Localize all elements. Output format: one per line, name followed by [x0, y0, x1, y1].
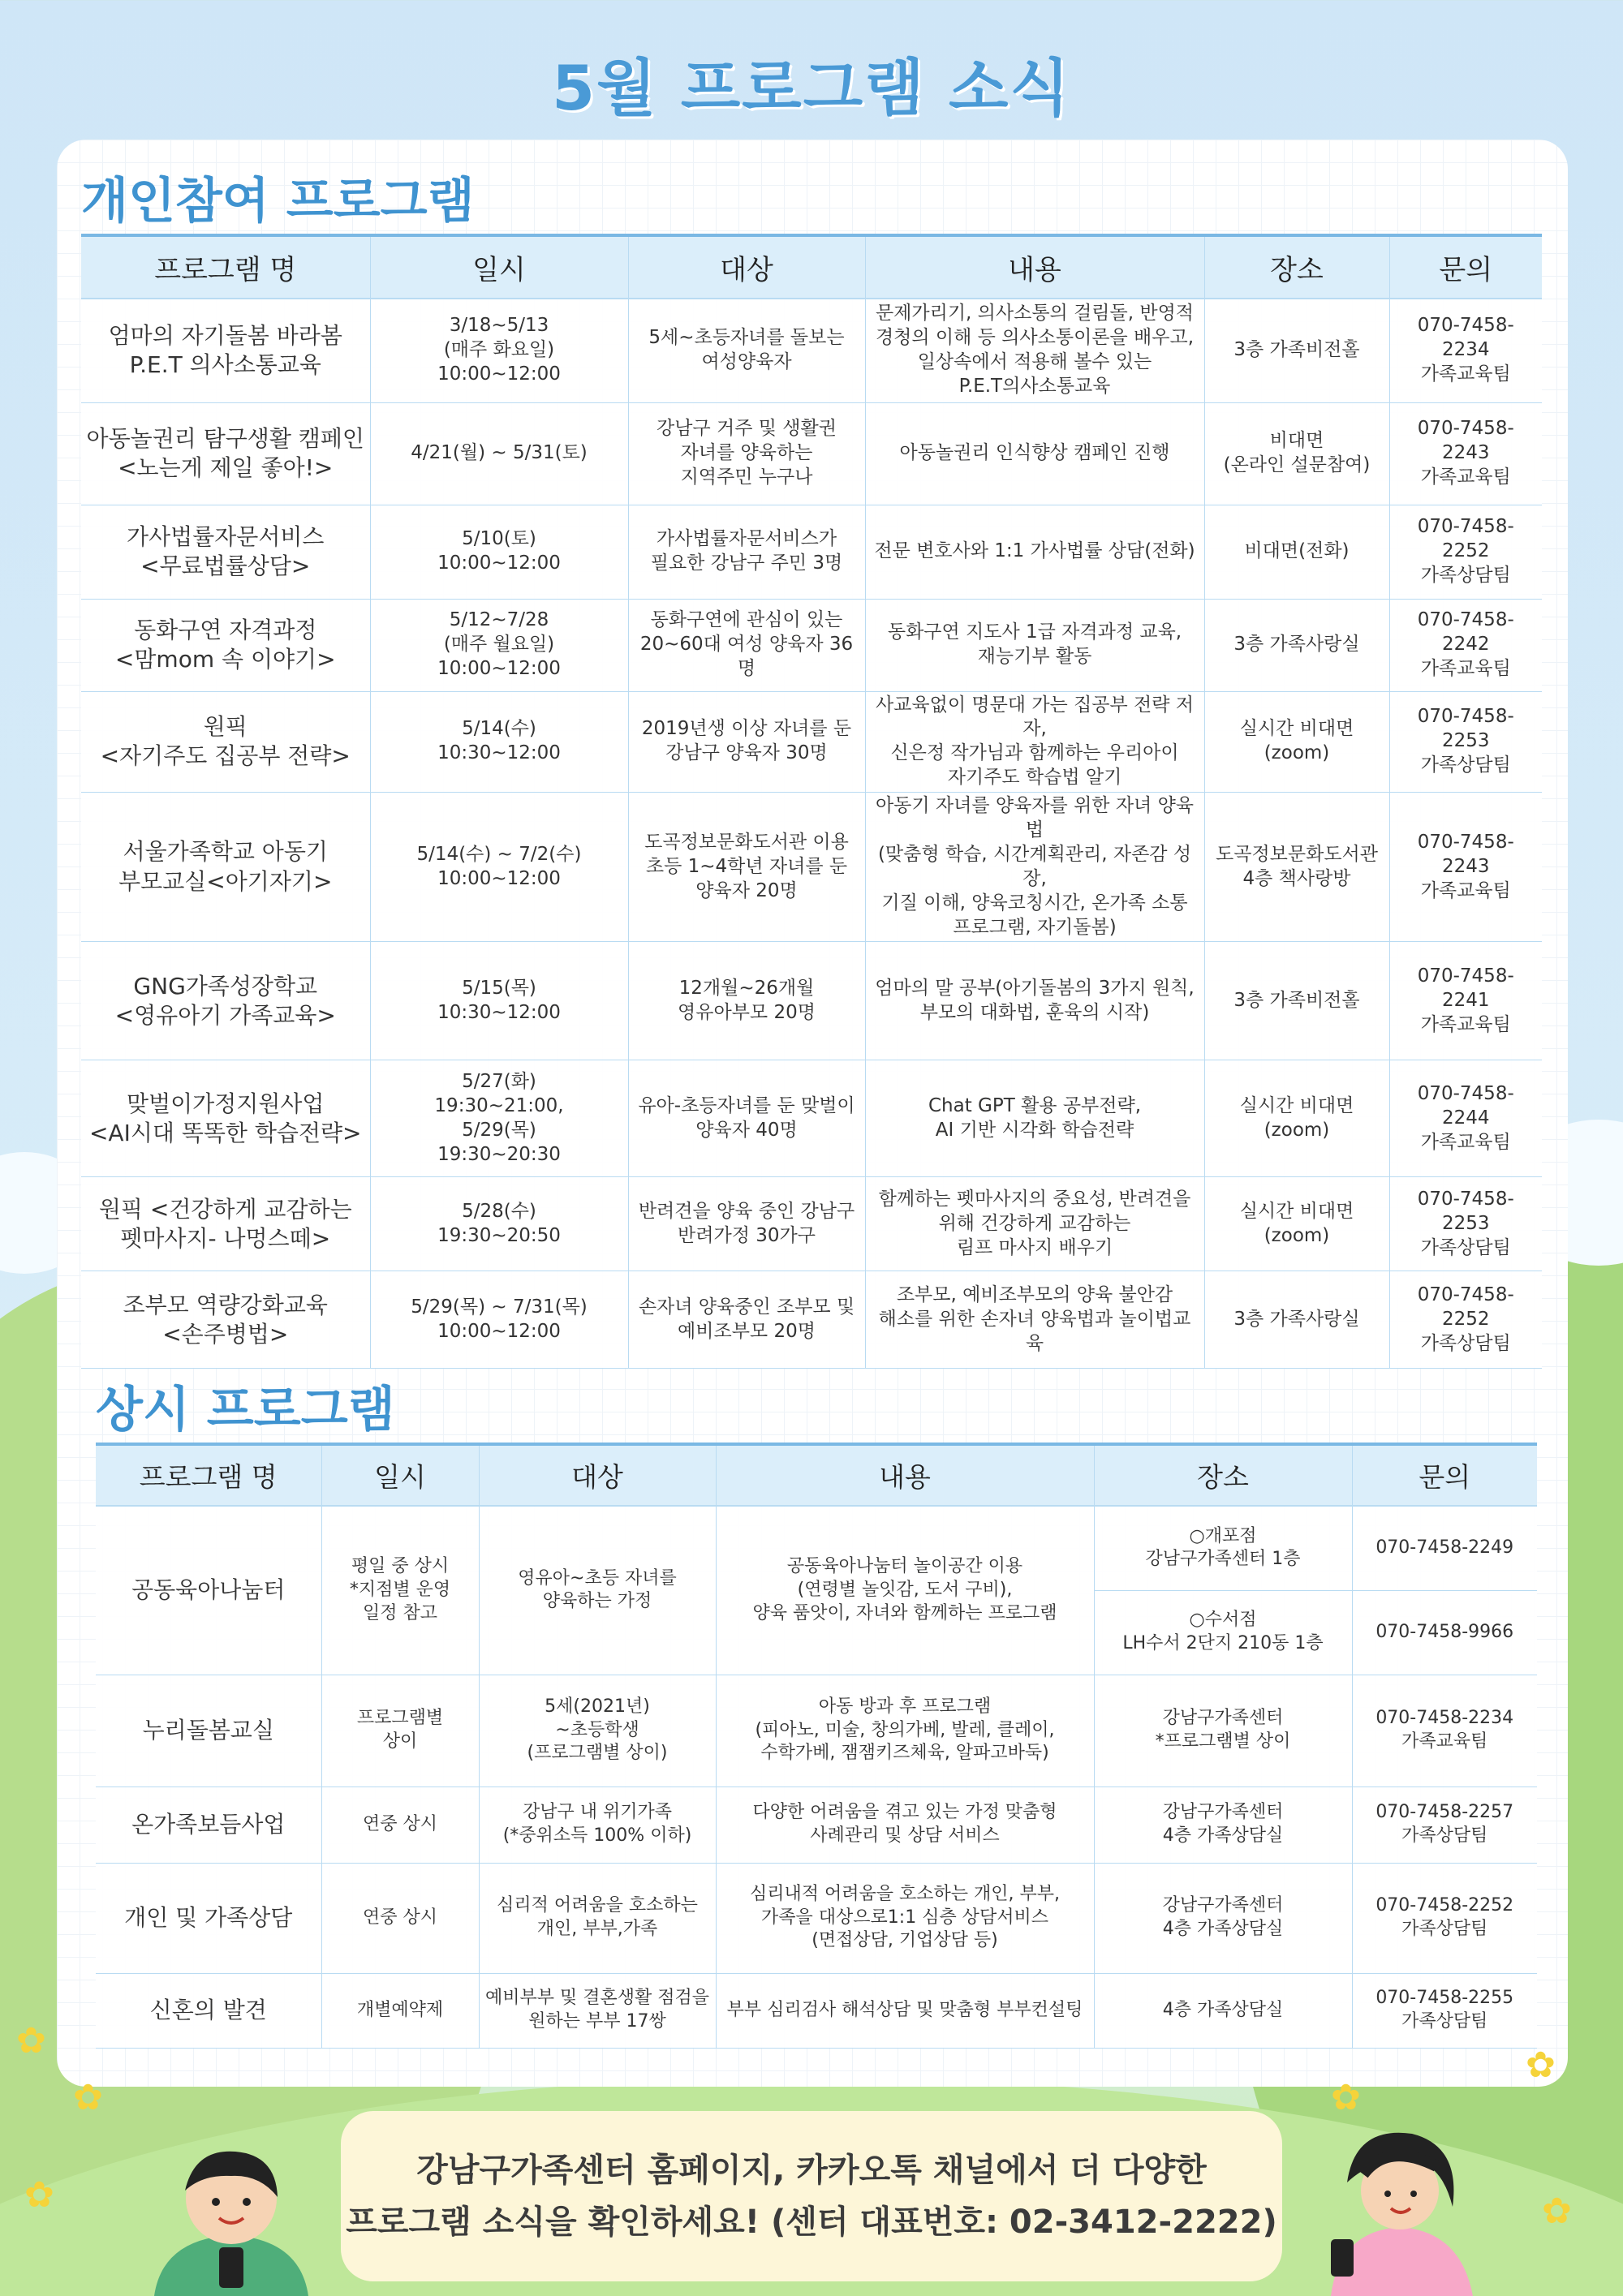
program-name-cell: 누리돌봄교실: [96, 1675, 321, 1786]
date-cell: 4/21(월) ~ 5/31(토): [370, 402, 628, 505]
table-row: [81, 1271, 1542, 1369]
target-cell: 예비부부 및 결혼생활 점검을 원하는 부부 17쌍: [479, 1973, 716, 2048]
target-cell: 반려견을 양육 중인 강남구 반려가정 30가구: [628, 1177, 865, 1271]
contact-cell: 070-7458-2253 가족상담팀: [1389, 691, 1542, 793]
table-row: [96, 1863, 1537, 1973]
table-row: [81, 1060, 1542, 1177]
date-cell: 5/29(목) ~ 7/31(목) 10:00~12:00: [370, 1271, 628, 1369]
place-cell: 강남구가족센터 4층 가족상담실: [1094, 1786, 1352, 1863]
header-target: 대상: [628, 235, 865, 299]
target-cell: 강남구 내 위기가족 (*중위소득 100% 이하): [479, 1786, 716, 1863]
contact-cell: 070-7458-2241 가족교육팀: [1389, 942, 1542, 1060]
contact-cell: 070-7458-2234 가족교육팀: [1389, 299, 1542, 402]
target-cell: 동화구연에 관심이 있는 20~60대 여성 양육자 36명: [628, 599, 865, 691]
footer-line-2: 프로그램 소식을 확인하세요! (센터 대표번호: 02-3412-2222): [346, 2204, 1277, 2241]
program-name-cell: 개인 및 가족상담: [96, 1863, 321, 1973]
flower-icon: ✿: [1526, 2044, 1556, 2086]
content-cell: 아동기 자녀를 양육자를 위한 자녀 양육법 (맞춤형 학습, 시간계획관리, 자존감 성장, 기질 이해, 양육코칭시간, 온가족 소통 프로그램, 자기돌봄): [865, 793, 1204, 942]
header-contact: 문의: [1389, 235, 1542, 299]
content-cell: 공동육아나눔터 놀이공간 이용 (연령별 놀잇감, 도서 구비), 양육 품앗이, 자녀와 함께하는 프로그램: [716, 1506, 1094, 1675]
contact-cell: 070-7458-2257 가족상담팀: [1352, 1786, 1537, 1863]
program-name-cell: 동화구연 자격과정 <맘mom 속 이야기>: [81, 599, 370, 691]
contact-cell: 070-7458-2252 가족상담팀: [1389, 505, 1542, 599]
program-name-cell: 원픽 <자기주도 집공부 전략>: [81, 691, 370, 793]
program-name-cell: 신혼의 발견: [96, 1973, 321, 2048]
girl-with-phone-illustration: [1298, 2109, 1493, 2296]
table-row: [96, 1506, 1537, 1590]
place-cell: 비대면 (온라인 설문참여): [1204, 402, 1389, 505]
contact-cell: 070-7458-2242 가족교육팀: [1389, 599, 1542, 691]
place-cell: 3층 가족사랑실: [1204, 599, 1389, 691]
date-cell: 5/15(목) 10:30~12:00: [370, 942, 628, 1060]
target-cell: 손자녀 양육중인 조부모 및 예비조부모 20명: [628, 1271, 865, 1369]
target-cell: 강남구 거주 및 생활권 자녀를 양육하는 지역주민 누구나: [628, 402, 865, 505]
place-cell: 3층 가족비전홀: [1204, 942, 1389, 1060]
date-cell: 3/18~5/13 (매주 화요일) 10:00~12:00: [370, 299, 628, 402]
contact-cell: 070-7458-2252 가족상담팀: [1352, 1863, 1537, 1973]
table-row: [81, 599, 1542, 691]
date-cell: 개별예약제: [321, 1973, 479, 2048]
contact-cell: 070-7458-2244 가족교육팀: [1389, 1060, 1542, 1177]
header-date: 일시: [370, 235, 628, 299]
target-cell: 가사법률자문서비스가 필요한 강남구 주민 3명: [628, 505, 865, 599]
content-cell: 사교육없이 명문대 가는 집공부 전략 저자, 신은정 작가님과 함께하는 우리아이 자기주도 학습법 알기: [865, 691, 1204, 793]
target-cell: 5세(2021년) ~초등학생 (프로그램별 상이): [479, 1675, 716, 1786]
place-cell: 실시간 비대면 (zoom): [1204, 1177, 1389, 1271]
table-row: [96, 1786, 1537, 1863]
header-contact: 문의: [1352, 1444, 1537, 1506]
date-cell: 5/12~7/28 (매주 월요일) 10:00~12:00: [370, 599, 628, 691]
content-cell: 조부모, 예비조부모의 양육 불안감 해소를 위한 손자녀 양육법과 놀이법교육: [865, 1271, 1204, 1369]
contact-cell: 070-7458-2243 가족교육팀: [1389, 793, 1542, 942]
content-cell: Chat GPT 활용 공부전략, AI 기반 시각화 학습전략: [865, 1060, 1204, 1177]
content-cell: 함께하는 펫마사지의 중요성, 반려견을 위해 건강하게 교감하는 림프 마사지 배우기: [865, 1177, 1204, 1271]
table-row: [81, 793, 1542, 942]
table-row: [81, 942, 1542, 1060]
target-cell: 5세~초등자녀를 돌보는 여성양육자: [628, 299, 865, 402]
flower-icon: ✿: [1542, 2191, 1572, 2232]
content-cell: 심리내적 어려움을 호소하는 개인, 부부, 가족을 대상으로1:1 심층 상담서비스 (면접상담, 기업상담 등): [716, 1863, 1094, 1973]
date-cell: 5/14(수) ~ 7/2(수) 10:00~12:00: [370, 793, 628, 942]
place-cell: 강남구가족센터 4층 가족상담실: [1094, 1863, 1352, 1973]
content-cell: 전문 변호사와 1:1 가사법률 상담(전화): [865, 505, 1204, 599]
date-cell: 연중 상시: [321, 1863, 479, 1973]
program-name-cell: 공동육아나눔터: [96, 1506, 321, 1675]
program-name-cell: 조부모 역량강화교육 <손주병법>: [81, 1271, 370, 1369]
target-cell: 심리적 어려움을 호소하는 개인, 부부,가족: [479, 1863, 716, 1973]
date-cell: 연중 상시: [321, 1786, 479, 1863]
target-cell: 도곡정보문화도서관 이용 초등 1~4학년 자녀를 둔 양육자 20명: [628, 793, 865, 942]
header-target: 대상: [479, 1444, 716, 1506]
target-cell: 유아-초등자녀를 둔 맞벌이 양육자 40명: [628, 1060, 865, 1177]
flower-icon: ✿: [73, 2077, 103, 2118]
date-cell: 5/14(수) 10:30~12:00: [370, 691, 628, 793]
flower-icon: ✿: [24, 2174, 54, 2216]
header-date: 일시: [321, 1444, 479, 1506]
contact-cell: 070-7458-2234 가족교육팀: [1352, 1675, 1537, 1786]
table-header-row: [96, 1444, 1537, 1506]
target-cell: 2019년생 이상 자녀를 둔 강남구 양육자 30명: [628, 691, 865, 793]
table-header-row: [81, 235, 1542, 299]
date-cell: 5/10(토) 10:00~12:00: [370, 505, 628, 599]
contact-cell: 070-7458-2252 가족상담팀: [1389, 1271, 1542, 1369]
date-cell: 5/28(수) 19:30~20:50: [370, 1177, 628, 1271]
table-row: [81, 299, 1542, 402]
table-row: [96, 1675, 1537, 1786]
place-cell: 강남구가족센터 *프로그램별 상이: [1094, 1675, 1352, 1786]
program-name-cell: 엄마의 자기돌봄 바라봄 P.E.T 의사소통교육: [81, 299, 370, 402]
table-row: [81, 1177, 1542, 1271]
regular-program-table: [96, 1443, 1537, 2049]
contact-cell: 070-7458-2249: [1352, 1506, 1537, 1590]
content-cell: 아동놀권리 인식향상 캠페인 진행: [865, 402, 1204, 505]
content-cell: 문제가리기, 의사소통의 걸림돌, 반영적 경청의 이해 등 의사소통이론을 배우고, 일상속에서 적용해 볼수 있는 P.E.T의사소통교육: [865, 299, 1204, 402]
place-cell: ○개포점 강남구가족센터 1층: [1094, 1506, 1352, 1590]
header-place: 장소: [1094, 1444, 1352, 1506]
contact-cell: 070-7458-2253 가족상담팀: [1389, 1177, 1542, 1271]
content-cell: 다양한 어려움을 겪고 있는 가정 맞춤형 사례관리 및 상담 서비스: [716, 1786, 1094, 1863]
program-name-cell: 온가족보듬사업: [96, 1786, 321, 1863]
table-row: [81, 691, 1542, 793]
place-cell: 3층 가족사랑실: [1204, 1271, 1389, 1369]
footer-line-1: 강남구가족센터 홈페이지, 카카오톡 채널에서 더 다양한: [416, 2152, 1207, 2189]
regular-section-title: 상시 프로그램: [96, 1382, 395, 1438]
program-name-cell: GNG가족성장학교 <영유아기 가족교육>: [81, 942, 370, 1060]
table-row: [81, 402, 1542, 505]
boy-with-phone-illustration: [138, 2134, 325, 2296]
contact-cell: 070-7458-9966: [1352, 1590, 1537, 1675]
table-row: [96, 1973, 1537, 2048]
individual-section-title: 개인참여 프로그램: [81, 173, 475, 230]
individual-program-table: [81, 234, 1542, 1369]
program-name-cell: 서울가족학교 아동기 부모교실<아기자기>: [81, 793, 370, 942]
footer-notice: [341, 2111, 1282, 2281]
place-cell: 실시간 비대면 (zoom): [1204, 691, 1389, 793]
program-name-cell: 원픽 <건강하게 교감하는 펫마사지- 나멍스떼>: [81, 1177, 370, 1271]
contact-cell: 070-7458-2243 가족교육팀: [1389, 402, 1542, 505]
place-cell: 비대면(전화): [1204, 505, 1389, 599]
target-cell: 영유아~초등 자녀를 양육하는 가정: [479, 1506, 716, 1675]
content-cell: 동화구연 지도사 1급 자격과정 교육, 재능기부 활동: [865, 599, 1204, 691]
content-cell: 부부 심리검사 해석상담 및 맞춤형 부부컨설팅: [716, 1973, 1094, 2048]
header-program-name: 프로그램 명: [81, 235, 370, 299]
flower-icon: ✿: [1331, 2077, 1361, 2118]
place-cell: ○수서점 LH수서 2단지 210동 1층: [1094, 1590, 1352, 1675]
target-cell: 12개월~26개월 영유아부모 20명: [628, 942, 865, 1060]
content-cell: 아동 방과 후 프로그램 (피아노, 미술, 창의가베, 발레, 클레이, 수학가베, 잼잼키즈체육, 알파고바둑): [716, 1675, 1094, 1786]
header-place: 장소: [1204, 235, 1389, 299]
place-cell: 도곡정보문화도서관 4층 책사랑방: [1204, 793, 1389, 942]
place-cell: 4층 가족상담실: [1094, 1973, 1352, 2048]
place-cell: 3층 가족비전홀: [1204, 299, 1389, 402]
page-title: 5월 프로그램 소식: [552, 52, 1071, 124]
contact-cell: 070-7458-2255 가족상담팀: [1352, 1973, 1537, 2048]
header-program-name: 프로그램 명: [96, 1444, 321, 1506]
table-row: [81, 505, 1542, 599]
date-cell: 프로그램별 상이: [321, 1675, 479, 1786]
place-cell: 실시간 비대면 (zoom): [1204, 1060, 1389, 1177]
content-cell: 엄마의 말 공부(아기돌봄의 3가지 원칙, 부모의 대화법, 훈육의 시작): [865, 942, 1204, 1060]
date-cell: 5/27(화) 19:30~21:00, 5/29(목) 19:30~20:30: [370, 1060, 628, 1177]
header-content: 내용: [865, 235, 1204, 299]
program-name-cell: 아동놀권리 탐구생활 캠페인 <노는게 제일 좋아!>: [81, 402, 370, 505]
program-name-cell: 가사법률자문서비스 <무료법률상담>: [81, 505, 370, 599]
header-content: 내용: [716, 1444, 1094, 1506]
date-cell: 평일 중 상시 *지점별 운영 일정 참고: [321, 1506, 479, 1675]
program-name-cell: 맞벌이가정지원사업 <AI시대 똑똑한 학습전략>: [81, 1060, 370, 1177]
flower-icon: ✿: [16, 2020, 46, 2062]
